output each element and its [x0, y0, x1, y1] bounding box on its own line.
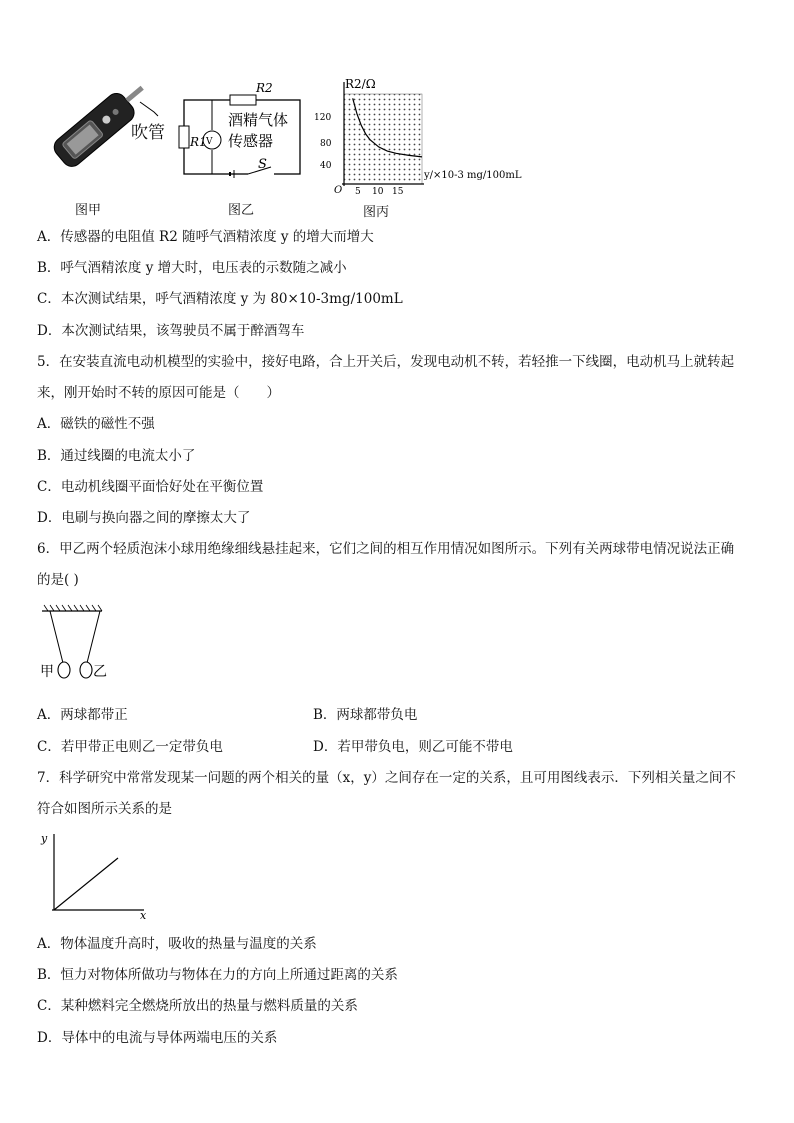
q7-option-b: B．恒力对物体所做功与物体在力的方向上所通过距离的关系	[37, 967, 398, 983]
graph-axis-y: y	[41, 832, 48, 845]
x-tick-5: 5	[355, 187, 361, 196]
figure-a-caption: 图甲	[75, 203, 102, 218]
r1-resistor	[179, 126, 189, 148]
figure-b-caption: 图乙	[228, 203, 255, 218]
circuit-diagram	[178, 80, 306, 180]
ball-jia-label: 甲	[40, 664, 54, 680]
hanging-balls-figure	[38, 603, 118, 685]
r1-label: R1	[190, 135, 207, 149]
ball-yi	[80, 662, 92, 678]
x-tick-15: 15	[392, 187, 404, 196]
graph-y-label: R2/Ω	[345, 77, 376, 91]
blow-pipe-label: 吹管	[131, 123, 165, 143]
q7-stem-line2: 符合如图所示关系的是	[37, 801, 172, 817]
r2-label: R2	[256, 81, 273, 95]
linear-graph-figure	[36, 826, 156, 922]
origin-label: O	[334, 185, 343, 196]
q4-option-b: B．呼气酒精浓度 y 增大时，电压表的示数随之减小	[37, 260, 347, 276]
sensor-label-line1: 酒精气体	[228, 111, 289, 129]
q4-option-a: A．传感器的电阻值 R2 随呼气酒精浓度 y 的增大而增大	[37, 229, 374, 245]
r2-resistor	[230, 95, 256, 105]
voltmeter-label: V	[206, 137, 213, 147]
switch-label: S	[258, 157, 267, 172]
q4-option-c: C．本次测试结果，呼气酒精浓度 y 为 80×10-3mg/100mL	[37, 291, 403, 307]
y-tick-40: 40	[320, 161, 332, 171]
q6-option-b: B．两球都带负电	[313, 707, 418, 723]
q7-option-d: D．导体中的电流与导体两端电压的关系	[37, 1030, 278, 1046]
ball-jia	[58, 662, 70, 678]
graph-axis-x: x	[140, 909, 147, 922]
q5-option-c: C．电动机线圈平面恰好处在平衡位置	[37, 479, 264, 495]
q5-stem-line2: 来，刚开始时不转的原因可能是（ ）	[37, 385, 280, 401]
q6-option-d: D．若甲带负电，则乙可能不带电	[313, 739, 513, 755]
q6-option-c: C．若甲带正电则乙一定带负电	[37, 739, 223, 755]
q5-option-a: A．磁铁的磁性不强	[37, 416, 155, 432]
q5-option-b: B．通过线圈的电流太小了	[37, 448, 196, 464]
figure-c-caption: 图丙	[363, 205, 390, 220]
ball-yi-label: 乙	[93, 664, 107, 680]
q6-stem-line1: 6．甲乙两个轻质泡沫小球用绝缘细线悬挂起来，它们之间的相互作用情况如图所示。下列有关两球带电情况说法正确	[37, 541, 735, 557]
q6-option-a: A．两球都带正	[37, 707, 128, 723]
q5-option-d: D．电刷与换向器之间的摩擦太大了	[37, 510, 251, 526]
q6-stem-line2: 的是( )	[37, 572, 79, 588]
sensor-label-line2: 传感器	[228, 132, 274, 150]
q5-stem-line1: 5．在安装直流电动机模型的实验中，接好电路，合上开关后，发现电动机不转，若轻推一下线圈，电动机马上就转起	[37, 354, 735, 370]
r2-concentration-graph	[312, 72, 534, 196]
q4-option-d: D．本次测试结果，该驾驶员不属于醉酒驾车	[37, 323, 305, 339]
x-tick-10: 10	[372, 187, 384, 196]
y-tick-120: 120	[314, 113, 332, 123]
y-tick-80: 80	[320, 139, 332, 149]
q7-stem-line1: 7．科学研究中常常发现某一问题的两个相关的量（x，y）之间存在一定的关系，且可用图线表示．下列相关量之间不	[37, 770, 736, 786]
q7-option-a: A．物体温度升高时，吸收的热量与温度的关系	[37, 936, 317, 952]
q7-option-c: C．某种燃料完全燃烧所放出的热量与燃料质量的关系	[37, 998, 358, 1014]
graph-x-label: y/×10-3 mg/100mL	[424, 170, 522, 181]
